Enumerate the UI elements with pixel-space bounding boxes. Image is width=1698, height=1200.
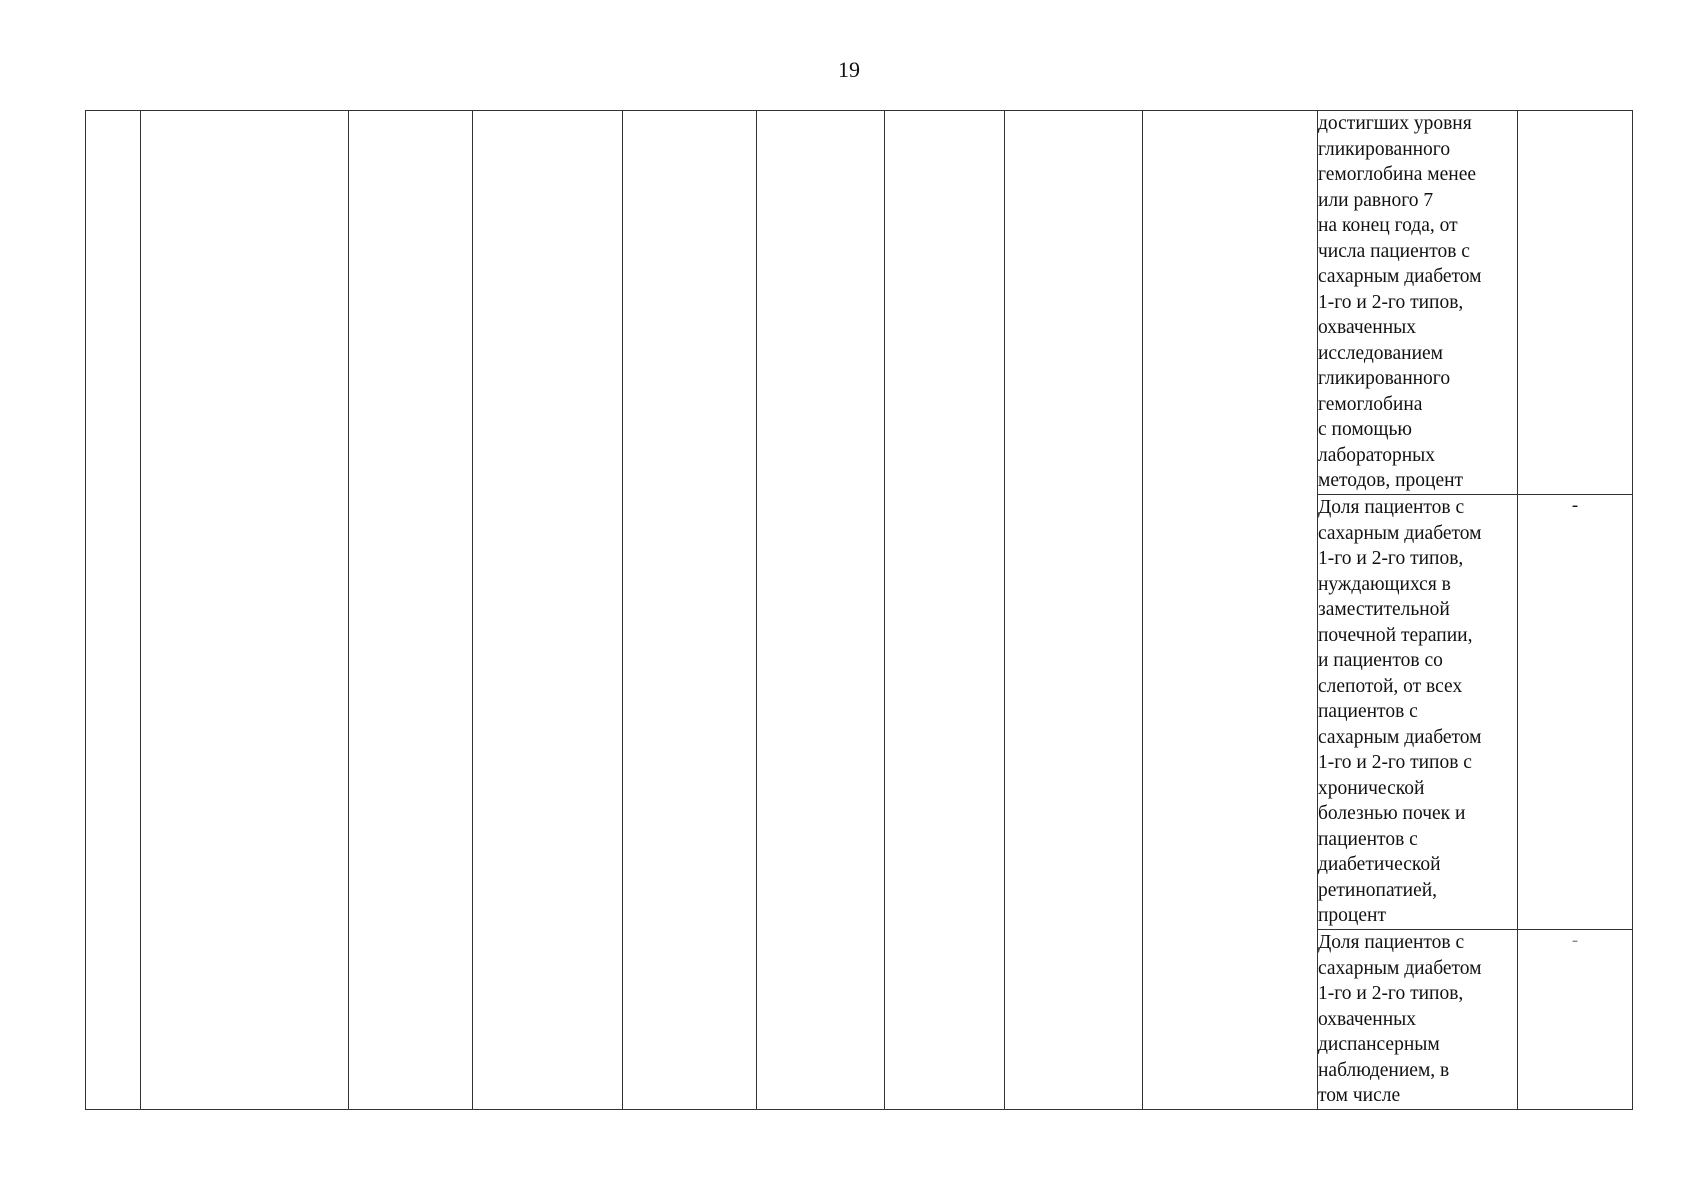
page-number: 19 [838,57,860,82]
empty-cell-col-4 [473,111,623,1110]
table-row [86,111,1633,495]
value-cell [1518,111,1633,495]
empty-cell-col-7 [885,111,1005,1110]
empty-cell-col-9 [1143,111,1318,1110]
empty-cell-col-1 [86,111,141,1110]
indicator-cell: Доля пациентов с сахарным диабетом 1-го и 2-го типов, нуждающихся в заместительной почечной терапии, и пациентов со слепотой, от всех пациентов с сахарным диабетом 1-го и 2-го типов с хронической болезнью почек и пациентов с диабетической ретинопатией, процент [1318,495,1518,930]
value-cell: - [1518,930,1633,1110]
empty-cell-col-6 [757,111,885,1110]
empty-cell-col-2 [141,111,349,1110]
empty-cell-col-3 [349,111,473,1110]
indicator-cell: Доля пациентов с сахарным диабетом 1-го и 2-го типов, охваченных диспансерным наблюдением, в том числе [1318,930,1518,1110]
empty-cell-col-5 [623,111,757,1110]
data-table [85,110,1633,1110]
indicator-cell: достигших уровня гликированного гемоглобина менее или равного 7 на конец года, от числа пациентов с сахарным диабетом 1-го и 2-го типов, охваченных исследованием гликированного гемоглобина с помощью лабораторных методов, процент [1318,111,1518,495]
empty-cell-col-8 [1005,111,1143,1110]
value-cell: - [1518,495,1633,930]
